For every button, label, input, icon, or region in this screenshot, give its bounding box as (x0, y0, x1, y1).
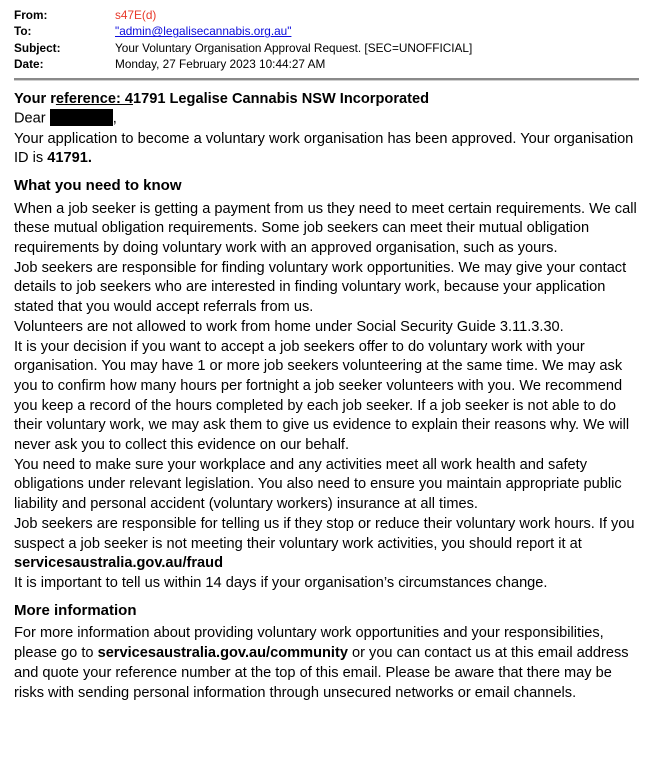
text-run: eference: 4 (55, 90, 133, 107)
work-from-home-paragraph (14, 318, 641, 338)
text-run: or you can contact us at this email address and quote your reference number at the top of this email. Please be aware that there may be risks with sending personal information through unsecured networks or email channels. (14, 645, 629, 701)
community-url-text: servicesaustralia.gov.au/community (97, 645, 348, 662)
header-label-subject: Subject: (14, 40, 61, 55)
text-run: Job seekers are responsible for finding voluntary work opportunities. We may give your contact details to job seekers who are interested in finding voluntary work, because your application stated that you would accept referrals from us. (14, 259, 627, 316)
recipient-email-link[interactable]: "admin@legalisecannabis.org.au" (115, 24, 292, 39)
text-run: When a job seeker is getting a payment from us they need to meet certain requirements. We call these mutual obligation requirements. Some job seekers can meet their mutual obligation requirements by doing voluntary work with an approved organisation, such as yours. (14, 200, 637, 257)
text-run: Dear (14, 110, 50, 127)
header-row-subject (14, 40, 639, 56)
header-label-from: From: (14, 8, 48, 22)
header-value-subject: Your Voluntary Organisation Approval Request. [SEC=UNOFFICIAL] (115, 40, 473, 55)
header-row-date (14, 56, 639, 72)
email-header-block (14, 7, 639, 73)
workplace-safety-paragraph (14, 456, 641, 515)
text-run: Volunteers are not allowed to work from home under Social Security Guide 3.11.3.30. (14, 318, 564, 335)
heading-more-information (14, 601, 641, 621)
header-value-from-redaction-code: s47E(d) (115, 8, 157, 22)
header-row-from (14, 7, 639, 23)
header-divider (14, 78, 639, 81)
approval-paragraph (14, 130, 641, 169)
text-run: It is your decision if you want to accept a job seekers offer to do voluntary work with your organisation. You may have 1 or more job seekers volunteering at the same time. We may ask you to confirm how many hours per fortnight a job seeker volunteers with you. We recommend you keep a record of the hours completed by each job seeker. If a job seeker is not able to do their voluntary work, we may ask them to give us evidence to explain their reasons why. We will never ask you to collect this evidence on our behalf. (14, 338, 630, 454)
text-run: Your application to become a voluntary work organisation has been approved. Your organisation ID is (14, 130, 634, 167)
text-run: Job seekers are responsible for telling us if they stop or reduce their voluntary work hours. If you suspect a job seeker is not meeting their voluntary work activities, you should report it at (14, 515, 635, 552)
reference-line (14, 90, 641, 110)
header-label-to: To: (14, 24, 32, 39)
heading-what-you-need-to-know (14, 176, 641, 196)
volunteering-hours-paragraph (14, 338, 641, 456)
referrals-paragraph (14, 259, 641, 318)
fourteen-days-paragraph (14, 574, 641, 594)
header-row-to (14, 23, 639, 39)
more-information-paragraph (14, 624, 641, 703)
fraud-reporting-paragraph (14, 515, 641, 574)
salutation-line (14, 109, 641, 129)
header-value-date: Monday, 27 February 2023 10:44:27 AM (115, 57, 326, 72)
text-run: What you need to know (14, 176, 182, 194)
text-run: More information (14, 601, 137, 619)
text-run: Your r (14, 90, 56, 107)
text-run: , (112, 110, 117, 127)
text-run: 41791. (47, 150, 92, 167)
header-label-date: Date: (14, 57, 44, 72)
text-run: 1791 Legalise Cannabis NSW Incorporated (132, 90, 429, 107)
email-body (14, 90, 641, 704)
mutual-obligation-paragraph (14, 200, 641, 259)
fraud-url-text: servicesaustralia.gov.au/fraud (14, 555, 224, 572)
text-run: It is important to tell us within 14 days if your organisation’s circumstances change. (14, 575, 548, 591)
text-run: For more information about providing voluntary work opportunities and your responsibilities, please go to (14, 625, 604, 662)
text-run: You need to make sure your workplace and any activities meet all work health and safety obligations under relevant legislation. You also need to ensure you maintain appropriate public liability and personal accident (voluntary workers) insurance at all times. (14, 456, 622, 513)
redacted-recipient-name (50, 109, 113, 126)
